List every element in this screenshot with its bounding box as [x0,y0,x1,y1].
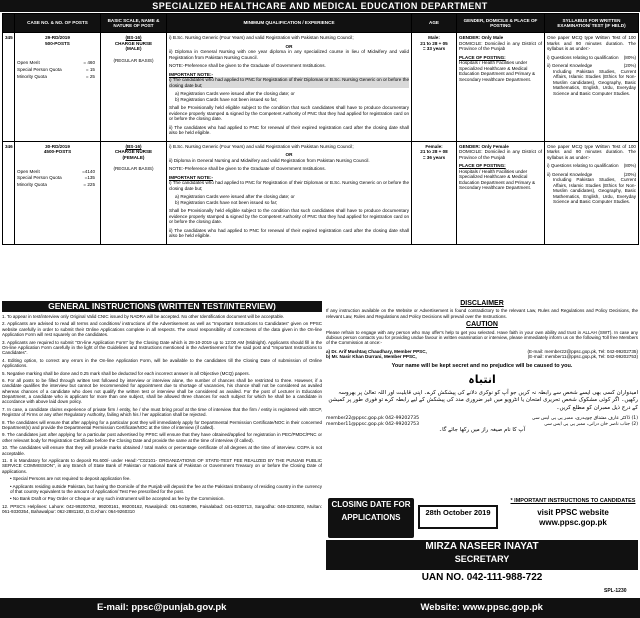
basic-scale: (BS-16) [125,35,142,40]
important-note-title: IMPORTANT NOTE:- [169,174,214,180]
age-range: 21 to 28 + 05 [420,40,448,46]
footer-website [421,602,543,613]
header-syllabus: SYLLABUS FOR WRITTEN EXAMINATION/ TEST (IF HELD) [545,14,639,33]
serial-number: 346 [3,141,15,244]
qualification-or: OR [285,43,293,49]
post-name: CHARGE NURSE [114,149,153,154]
syllabus-q-label: i) Questions relating to qualification [547,163,619,168]
instruction-item: 3. Applicants are required to submit "On-line Application Form" by the Closing Date which is 28-10-2019 up to 12:00 AM (Midnight). Applicants should fill in the On-line Application Form carefully in the light of the Guidelines and Instructions mentioned in the Advertisement for the said post and "Important Instructions to Candidates". [2,339,322,356]
instruction-item: 2. Applicants are advised to read all terms and conditions/ instructions of the Advertisement as well as "Important Instructions to Candidates" given on PPSC website carefully in order to submit their Online Applications complete in all respects. The onus/ responsibility of correctness of the data given in the On-line Application Form will rest squarely on the candidates. [2,321,322,338]
important-note-title: IMPORTANT NOTE:- [169,71,214,77]
instruction-item: 12. PPSC's Helplines: Lahore: 042-99200762, 99200161, 99200162, Rawalpindi: 051-5158096, Faisalabad: 041-9330713, Sargodha: 048-3252802, Multan: 061-9330354, Bahawalpur: 062-2881182, D.G.Khan: 064-9260310 [2,503,322,515]
gender: GENDER: Only Female [459,143,509,149]
quota-value: =135 [84,175,95,181]
syllabus-gk-text: Including Pakistan Studies, Current Affairs, Islamic Studies (Ethics for Non-Muslim candidates), Geography, Basic Mathematics, English, Urdu, Everyday Science and Basic Computer Studies. [553,177,636,204]
basic-scale: (BS-16) [125,143,142,149]
instruction-item: 10. The candidates will ensure that they will provide marks obtained / total marks or percentage certificate of all degrees at the time of interview. CGPA is not acceptable. [2,445,322,456]
syllabus-q-label: i) Questions relating to qualification [547,54,619,60]
quota-list [17,60,98,81]
instruction-item: • Applicants residing outside Pakistan, but having the Domicile of the Punjab will deposit the fee at the Pakistani Embassy of residing country in the currency of that country equivalent to the amount of Application/ Test Fee prescribed for the post. [10,483,322,494]
quota-label: Special Person Quota [17,175,62,181]
gender-cell [457,33,545,142]
qualification-2: ii) Diploma in General Nursing with one year diploma in any specialized course in lieu of Midwifery and valid Registration from Pakistan Nursing Council. [169,49,409,60]
quota-label: Minority Quota [17,73,47,79]
website-link[interactable]: www.ppsc.gop.pk [539,518,607,528]
member-name: b) Mr. Nasir Khan Durrani, Member PPSC, [326,354,417,360]
syllabus-intro: One paper MCQ type Written Test of 100 Marks and 90 minutes duration. The syllabus is as under:- [547,143,636,160]
preference-note: NOTE:-Preference shall be given to the Graduate of Government Institutions. [169,63,326,68]
quota-label: Open Merit [17,168,40,174]
quota-line [17,74,95,81]
instructions-title: GENERAL INSTRUCTIONS (WRITTEN TEST/INTERVIEW) [2,301,322,312]
quota-list [17,169,98,190]
instructions-list [2,314,322,604]
important-title: * IMPORTANT INSTRUCTIONS TO CANDIDATES [510,498,636,504]
age-label: Female: [425,143,443,149]
caution-title: CAUTION [466,321,498,329]
age-cell [412,141,457,244]
disclaimer-text: If any instruction available on the Website or Advertisement is found contradictory to the relevant Law, Rules and Regulations and Policy Decisions, the relevant Law, Rules and Regulations and Policy Decisions will prevail over the Instructions. [326,308,638,319]
disclaimer-title: DISCLAIMER [460,300,504,307]
post-name: CHARGE NURSE [114,40,153,46]
syllabus-q-pct: (80%) [623,54,636,60]
instruction-item: 7. In case, a candidate claims experience of private firm / entity, he / she must bring proof at the time of interview that the firm / entity is registered with SECP, Registrar of Firms or any other Regulatory Authority, failing which his / her application shall be rejected. [2,406,322,418]
signatory-block [326,540,638,570]
quota-label: Open Merit [17,60,40,65]
serial-number: 345 [3,33,15,142]
posting-title: PLACE OF POSTING: [459,54,506,60]
quota-value: =4140 [82,168,95,174]
visit-website-text: visit PPSC website [537,507,609,517]
post-nature: (MALE) [125,46,142,51]
posting-title: PLACE OF POSTING: [459,163,506,168]
header-age: AGE [412,14,457,33]
post-basis: (REGULAR BASIS) [113,166,154,171]
qualification-cell [167,141,412,244]
member-contact[interactable]: (E-mail: member22@ppsc.gop.pk, Tel: 042-99202735) [527,348,638,354]
signatory-title: SECRETARY [454,554,510,564]
header-case: CASE NO. & NO. OF POSTS [15,14,101,33]
table-row [3,141,639,244]
important-note-a: a) Registration Cards were issued after the closing date; or [175,194,295,199]
provisional-note: Shall be Provisionally held eligible subject to the condition that such candidates shall have to produce documentary evidence properly stamped & signed by the Competent Authority of PNC that they had applied for registration card on or before the closing date. [169,105,409,121]
quota-value: = 15 [85,66,95,72]
syllabus-qualification [547,163,636,169]
important-note-1: i) The candidates who had applied to PNC for Registration of their Diplomas or B.Sc. Nursing Generic on or before the closing date but; [169,180,409,191]
urdu-member-name: (2) جناب ناصر خان درانی، ممبر پی پی ایس سی [544,421,638,427]
syllabus-intro: One paper MCQ type Written Test of 100 Marks and 90 minutes duration. The syllabus is as under:- [547,35,636,51]
quota-line [17,169,95,176]
header-sr [3,14,15,33]
reference-code: SPL-1230 [604,588,627,594]
case-number: 29-RD/2019 [45,35,70,40]
email-label: E-mail: [97,602,129,614]
syllabus-cell [545,33,639,142]
website-label: Website: [420,602,460,614]
header-gender: GENDER, DOMICILE & PLACE OF POSTING [457,14,545,33]
instruction-item: 5. Negative marking shall be done and 0.25 mark shall be deducted for each incorrect answer in all Objective (MCQ) papers. [2,370,250,376]
quota-line [17,182,95,189]
qualification-or: OR [285,152,293,157]
domicile: DOMICILE: Domiciled in any District of Province of the Punjab [459,40,542,51]
posting: Hospitals / Health Facilities under Specialized Healthcare & Medical Education Department and Primary & Secondary Healthcare Department. [459,60,536,82]
footer-bar [0,598,640,618]
syllabus-gk-label: ii) General Knowledge [547,171,593,177]
table-header-row [3,14,639,33]
age-range: 21 to 28 + 08 [420,149,448,154]
closing-date-label [328,498,414,538]
syllabus-gk-pct: (20%) [623,171,636,177]
post-nature: (FEMALE) [122,154,145,160]
instruction-item: 8. The candidates will ensure that after applying for a particular post they will immediately apply for Departmental Permission Certificate/NOC in their concerned Department(s) and provide the Departmental Permission Certificate/NOC at the time of interview (if called). [2,419,322,431]
syllabus-cell [545,141,639,244]
important-note-a: a) Registration Cards were issued after the closing date; or [175,91,295,96]
secrecy-note: Your name will be kept secret and no prejudice will be caused to you. [391,362,573,369]
syllabus-gk-text: Including Pakistan Studies, Current Affairs, Islamic Studies (Ethics for Non-Muslim candidates), Geography, Basic Mathematics, English, Urdu, Everyday Science and Basic Computer Studies. [553,68,636,96]
important-note-1: i) The candidates who had applied to PNC for Registration of their Diplomas or B.Sc. Nursing Generic on or before the closing date but; [169,77,409,88]
provisional-note: Shall be Provisionally held eligible subject to the condition that such candidates shall have to produce documentary evidence properly stamped & signed by the Competent Authority of PNC that they had applied for registration card on or before the closing date. [169,208,409,224]
quota-line [17,60,95,67]
quota-line [17,175,95,182]
footer-website-link[interactable]: www.ppsc.gop.pk [462,602,543,614]
quota-label: Special Person Quota [17,66,62,72]
posts-count: 4500-POSTS [43,149,72,154]
posting: Hospitals / Health Facilities under Specialized Healthcare & Medical Education Department and Primary & Secondary Healthcare Department. [459,168,536,190]
important-note-b: b) Registration Cards have not been issued so far; [175,96,278,102]
scale-cell [101,141,167,244]
gender: GENDER: Only Male [459,35,504,40]
syllabus-gk-pct: (20%) [623,63,636,68]
header-scale: BASIC SCALE, NAME & NATURE OF POST [101,14,167,33]
case-cell [15,33,101,142]
quota-value: = 460 [83,60,95,65]
closing-date-value: 28th October 2019 [418,505,498,529]
urdu-title: انتباہ [468,373,496,387]
important-note-2: ii) The candidates who had applied to PNC for renewal of their expired registration card after the closing date shall also be held eligible. [169,227,409,238]
age-cell [412,33,457,142]
age-label: Male: [428,35,440,40]
important-note-b: b) Registration Cards have not been issued so far; [175,199,278,205]
instruction-item: 11. It is Mandatory for Applicants to deposit Rs.600/- under Head:-"C02101- ORGANIZATIONS OF STATE-TEST FEE REALIZED BY THE PUNJAB PUBLIC SERVICE COMMISSION", in any Branch of State Bank of Pakistan or National Bank of Pakistan or Government Treasury on or before the Closing Date of applications. [2,457,322,474]
qualification-1: i) B.Sc. Nursing Generic (Four Years) and valid Registration with Pakistan Nursing Council; [169,143,354,149]
instruction-item: 4. Editing option, to correct any errors in the On-line Application Form, will be available to the candidates till the Closing Date of submission of Online Applications. [2,357,322,369]
quota-value: = 225 [83,182,95,188]
urdu-member-contact[interactable]: member22@ppsc.gop.pk 042-99202735 [326,416,420,422]
posts-count: 500-POSTS [45,40,70,46]
instruction-item: 9. The candidates just after applying for a particular post advertised by PPSC will ensure that they have obtained/applied for registration in PEC/PMDC/PNC or other relevant body for Registration Certificate before the Closing Date and provide the same at the time of interview (if called). [2,432,322,443]
age-max: = 33 years [422,46,446,51]
qualification-cell [167,33,412,142]
caution-text: Please refrain to engage with any person who may offer's help to get you selected. Have faith in your own ability and trust in ALLAH (SWT). In case any dubious person contacts you for providing undue favour in written examination or interview, please immediately inform us on the following Toll free Members of the Commission at once:- [326,329,638,346]
closing-label-text: CLOSING DATE FOR APPLICATIONS [331,500,411,522]
table-row [3,33,639,142]
important-note-2: ii) The candidates who had applied to PNC for renewal of their expired registration card after the closing date shall also be held eligible. [169,124,409,135]
signatory-name: MIRZA NASEER INAYAT [425,541,539,552]
member-contact[interactable]: (E-mail: member11@ppsc.gop.pk, Tel: 042-99202753) [527,354,638,360]
quota-value: = 25 [85,73,95,79]
urdu-member-contact[interactable]: member11@ppsc.gop.pk 042-99202753 [326,421,420,427]
post-basis: (REGULAR BASIS) [113,57,154,63]
instruction-item: 1. To appear in test/interview only Original Valid CNIC issued by NADRA will be accepted. No other Identification document will be acceptable. [2,314,285,319]
member-row [326,354,638,360]
instruction-item: 6. For all posts to be filled through written test followed by interview or interview alone, the number of chances shall be restricted to three. However, if a candidate qualifies the interview but cannot be recommended for appointment due to shortage of vacancies, his chance shall not be considered as availed whereas chances of a candidate who does not qualify the written test or interview shall be considered as availed. For the post of Lecturer in Education Department, a candidate who is applicant for more than one subject, shall be allowed three chances for each subject for which he shall be a candidate in accordance with above laid down policy. [2,377,322,405]
posts-table [2,13,639,245]
syllabus-q-pct: (80%) [623,163,636,168]
urdu-note: آپ کا نام صیغہ راز میں رکھا جائے گا۔ [438,427,526,434]
domicile: DOMICILE: Domiciled in any District of Province of the Punjab [459,149,542,160]
footer-email [97,602,226,613]
case-cell [15,141,101,244]
qualification-1: i) B.Sc. Nursing Generic (Four Years) and valid Registration with Pakistan Nursing Council; [169,35,354,40]
qualification-2: ii) Diploma in General Nursing and Midwifery and valid Registration from Pakistan Nursing Council. [169,157,370,163]
department-title: SPECIALIZED HEALTHCARE AND MEDICAL EDUCATION DEPARTMENT [0,0,640,12]
instruction-item: • Special Persons are not required to deposit application fee. [10,476,131,482]
syllabus-qualification [547,55,636,61]
age-max: = 36 years [422,154,446,160]
preference-note: NOTE:-Preference shall be given to the Graduate of Government Institutions. [169,166,326,171]
case-number: 30-RD/2019 [45,143,70,149]
header-qualification: MINIMUM QUALIFICATION / EXPERIENCE [167,14,412,33]
important-instructions [510,498,636,534]
member-name: a) Dr. Arif Mushtaq Chaudhary, Member PPSC, [326,348,427,354]
quota-line [17,67,95,74]
gender-cell [457,141,545,244]
email-link[interactable]: ppsc@punjab.gov.pk [131,602,227,614]
scale-cell [101,33,167,142]
urdu-paragraph: امیدواران کسی بھی ایسے شخص سے رابطہ نہ کریں جو آپ کو نوکری دلانے کی پیشکش کرے۔ اپنی قابلیت اور اللہ تعالیٰ پر بھروسہ رکھیں۔ اگر کوئی مشکوک شخص تحریری امتحان یا انٹرویو میں غیر ضروری مدد کی پیشکش کے لیے رابطہ کرے تو فوری طور پر کمیشن کے درج ذیل ممبران کو مطلع کریں۔ [328,389,638,412]
uan-number: UAN NO. 042-111-988-722 [421,572,543,583]
instruction-item: • No Bank Draft or Pay Order or Cheque or any such instrument will be accepted as fee by the Commission. [10,496,225,502]
syllabus-gk-label: ii) General Knowledge [547,63,593,68]
urdu-member-name: (1) ڈاکٹر عارف مشتاق چوہدری، ممبر پی پی ایس سی [531,416,638,422]
quota-label: Minority Quota [17,182,47,188]
